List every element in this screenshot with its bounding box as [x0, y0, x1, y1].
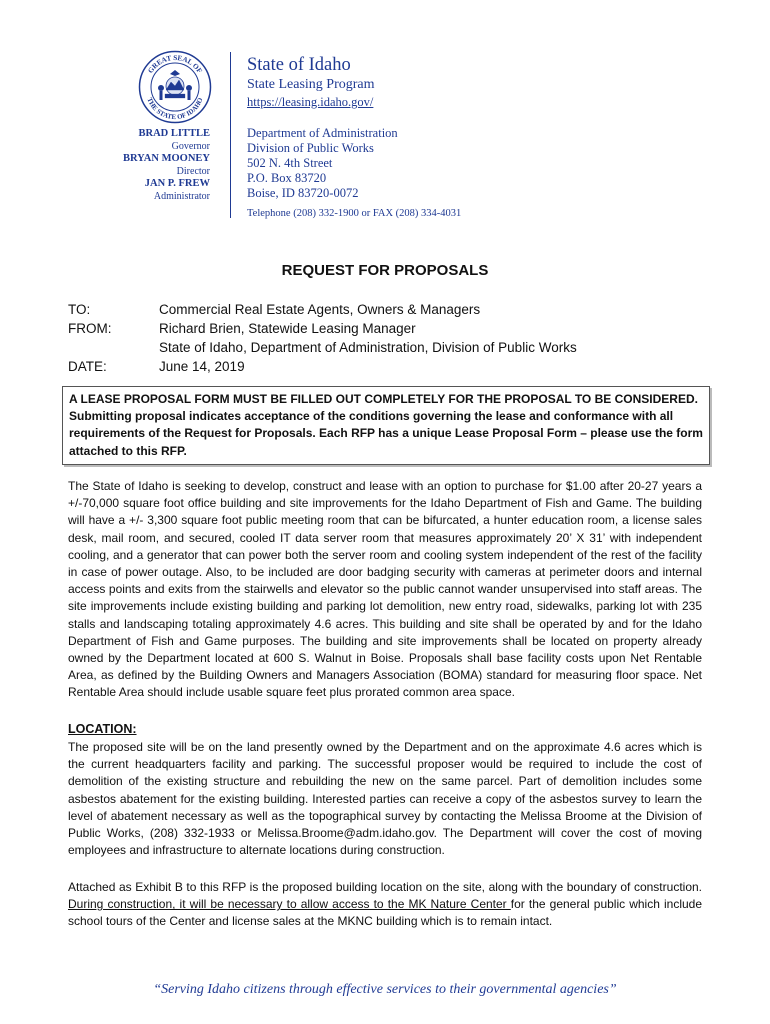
program-name: State Leasing Program	[247, 77, 375, 92]
to-value: Commercial Real Estate Agents, Owners & Managers	[159, 302, 481, 317]
from-value: Richard Brien, Statewide Leasing Manager	[159, 321, 416, 336]
svg-text:THE STATE OF IDAHO	[145, 97, 204, 121]
dept-line: Department of Administration	[247, 126, 398, 140]
document-title: REQUEST FOR PROPOSALS	[281, 262, 489, 279]
letterhead	[247, 54, 375, 110]
exhibit-text-end: for the general public which include school tours of the Center and license sales at the MKNC building which is to remain intact.	[68, 897, 703, 929]
department-address	[247, 126, 398, 201]
administrator-role: Administrator	[153, 191, 210, 202]
director-name: BRYAN MOONEY	[122, 153, 210, 164]
header-divider	[230, 52, 231, 218]
director-role: Director	[176, 166, 210, 177]
date-label: DATE:	[68, 359, 107, 374]
dept-line: 502 N. 4th Street	[247, 156, 333, 170]
administrator-name: JAN P. FREW	[144, 178, 210, 189]
contact-phone: Telephone (208) 332-1900 or FAX (208) 334-4031	[247, 208, 462, 219]
great-seal-of-idaho	[138, 50, 212, 124]
dept-line: Division of Public Works	[247, 141, 374, 155]
from-label: FROM:	[68, 321, 112, 336]
from-value-org: State of Idaho, Department of Administration, Division of Public Works	[159, 340, 577, 355]
governor-role: Governor	[171, 141, 210, 152]
notice-box: A LEASE PROPOSAL FORM MUST BE FILLED OUT COMPLETELY FOR THE PROPOSAL TO BE CONSIDERED. Submitting proposal indicates acceptance of the conditions governing the lease and conformance with all requirements of the Request for Proposals. Each RFP has a unique Lease Proposal Form – please use the form attached to this RFP.	[62, 386, 710, 465]
dept-line: P.O. Box 83720	[247, 171, 327, 185]
paragraph-location: The proposed site will be on the land presently owned by the Department and on the approximate 4.6 acres which is the current headquarters facility and parking. The successful proposer would be required to include the cost of demolition of the existing structure and rebuilding the new on the same parcel. Part of demolition includes some asbestos abatement for the existing building. Interested parties can receive a copy of the asbestos survey to learn the level of abatement necessary as well as the topographical survey by contacting the Melissa Broome at the Division of Public Works, (208) 332-1933 or Melissa.Broome@adm.idaho.gov. The Department will cover the cost of moving employees and infrastructure to alternate locations during construction.	[68, 740, 702, 858]
exhibit-underlined-text: During construction, it will be necessary to allow access to the MK Nature Center	[68, 897, 511, 912]
memo-header	[68, 300, 577, 376]
paragraph-exhibit	[68, 879, 702, 931]
exhibit-text: Attached as Exhibit B to this RFP is the proposed building location on the site, along with the boundary of construction.	[68, 880, 702, 894]
to-label: TO:	[68, 302, 91, 317]
leasing-website-link[interactable]: https://leasing.idaho.gov/	[247, 95, 374, 109]
officials-list	[100, 128, 210, 203]
state-name: State of Idaho	[247, 55, 351, 75]
seal-bottom-text: THE STATE OF IDAHO	[145, 96, 205, 122]
seal-top-text: GREAT SEAL OF	[146, 53, 204, 75]
date-value: June 14, 2019	[159, 359, 245, 374]
dept-line: Boise, ID 83720-0072	[247, 186, 359, 200]
location-heading: LOCATION:	[68, 722, 137, 736]
governor-name: BRAD LITTLE	[138, 128, 210, 139]
footer-motto: “Serving Idaho citizens through effective services to their governmental agencies”	[153, 982, 617, 997]
paragraph-overview: The State of Idaho is seeking to develop, construct and lease with an option to purchase for $1.00 after 20-27 years a +/-70,000 square foot office building and site improvements for the Idaho Department of Fish and Game. The building will have a +/- 3,300 square foot public meeting room that can be bifurcated, a hunter education room, a license sales desk, mail room, and secured, cooled IT data server room that measures approximately 20’ X 31’ with independent cooling, and a generator that can power both the server room and cooling system independent of the rest of the facility in case of power outage. Also, to be included are door badging security with cameras at perimeter doors and internal access points and exits from the stairwells and elevator so the public cannot wander unsupervised into staff areas. The site improvements include existing building and parking lot demolition, new entry road, sidewalks, parking lot with 235 stalls and landscaping totaling approximately 4.6 acres. This building and site shall be operated by and for the Idaho Department of Fish and Game purposes. The building and site improvements shall be located on property already owned by the Department located at 600 S. Walnut in Boise. Proposals shall base facility costs upon Net Rentable Area, as defined by the Building Owners and Managers Association (BOMA) standard for measuring floor space. Net Rentable Area should include usable square feet plus prorated common area space.	[68, 479, 702, 700]
